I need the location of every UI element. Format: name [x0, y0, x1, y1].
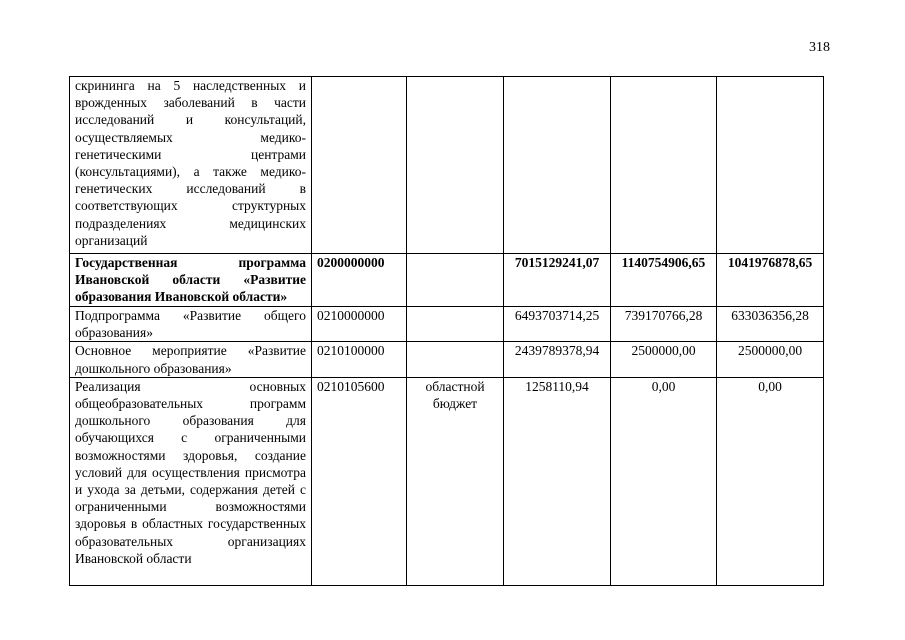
budget-table	[69, 76, 824, 586]
row-value-3-cell: 1041976878,65	[717, 254, 824, 307]
row-value-1-cell	[504, 77, 611, 254]
row-value-1-cell: 1258110,94	[504, 377, 611, 585]
table-row	[70, 377, 824, 585]
table-row	[70, 307, 824, 342]
row-name-cell: Подпрограмма «Развитие общего образования»	[70, 307, 312, 342]
row-name-cell: Основное мероприятие «Развитие дошкольного образования»	[70, 342, 312, 377]
table-row	[70, 77, 824, 254]
row-value-2-cell	[611, 77, 717, 254]
row-code-cell: 0210000000	[312, 307, 407, 342]
row-code-cell: 0200000000	[312, 254, 407, 307]
row-value-2-cell: 2500000,00	[611, 342, 717, 377]
row-value-3-cell	[717, 77, 824, 254]
row-value-3-cell: 633036356,28	[717, 307, 824, 342]
row-source-cell	[407, 254, 504, 307]
row-value-1-cell: 7015129241,07	[504, 254, 611, 307]
row-source-cell	[407, 77, 504, 254]
table-row	[70, 254, 824, 307]
table-row	[70, 342, 824, 377]
row-value-2-cell: 0,00	[611, 377, 717, 585]
row-name-cell: Реализация основных общеобразовательных программ дошкольного образования для обучающихся с ограниченными возможностями здоровья, создание условий для осуществления присмотра и ухода за детьми, содержания детей с ограниченными возможностями здоровья в областных государственных образовательных организациях Ивановской области	[70, 377, 312, 585]
row-value-2-cell: 739170766,28	[611, 307, 717, 342]
row-source-cell: областной бюджет	[407, 377, 504, 585]
row-name-cell: Государственная программа Ивановской области «Развитие образования Ивановской области»	[70, 254, 312, 307]
row-value-3-cell: 0,00	[717, 377, 824, 585]
row-code-cell: 0210105600	[312, 377, 407, 585]
row-source-cell	[407, 307, 504, 342]
row-value-1-cell: 2439789378,94	[504, 342, 611, 377]
row-value-2-cell: 1140754906,65	[611, 254, 717, 307]
row-code-cell: 0210100000	[312, 342, 407, 377]
page-number: 318	[809, 40, 830, 55]
row-code-cell	[312, 77, 407, 254]
row-name-cell: скрининга на 5 наследственных и врожденных заболеваний в части исследований и консультаций, осуществляемых медико-генетическими центрами (консультациями), а также медико-генетических исследований в соответствующих структурных подразделениях медицинских организаций	[70, 77, 312, 254]
row-source-cell	[407, 342, 504, 377]
row-value-1-cell: 6493703714,25	[504, 307, 611, 342]
row-value-3-cell: 2500000,00	[717, 342, 824, 377]
